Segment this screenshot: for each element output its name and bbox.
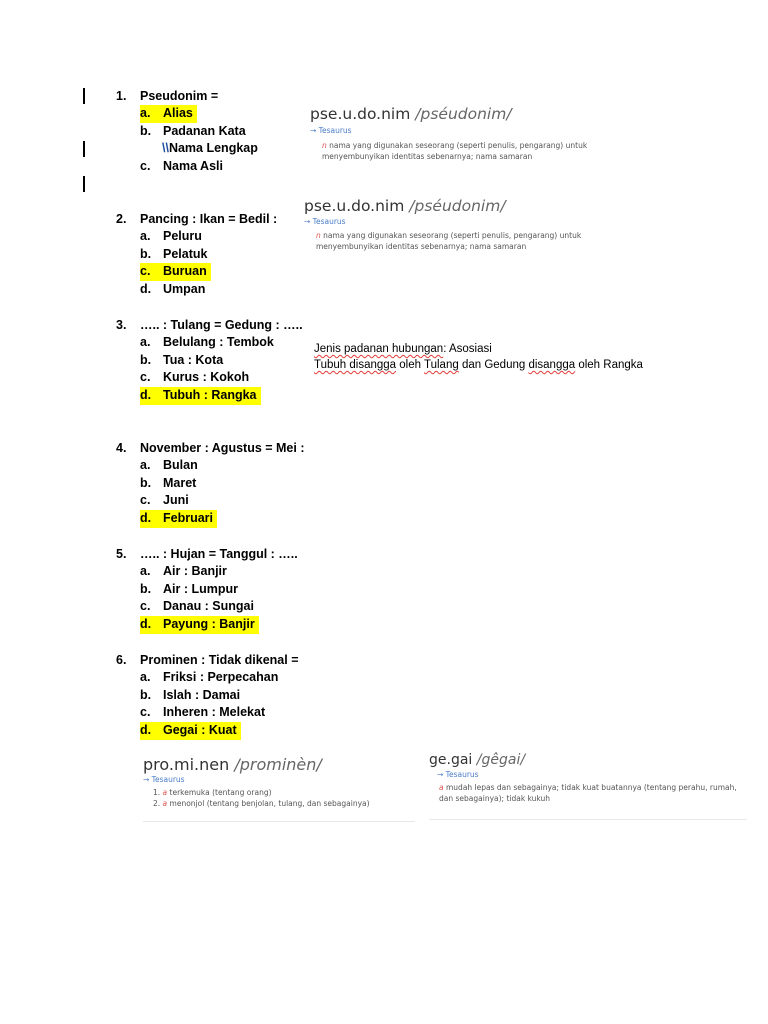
option[interactable]: a. Bulan [140,458,198,472]
thesaurus-link[interactable]: → Tesaurus [304,217,346,226]
dict-definition: mudah lepas dan sebagainya; tidak kuat buatannya (tentang perahu, rumah, dan sebagainya); tidak kukuh [439,783,737,803]
option-answer[interactable]: d. Gegai : Kuat [116,722,299,740]
question-prompt: Pseudonim = [140,89,219,103]
question-prompt: Pancing : Ikan = Bedil : [140,212,278,226]
option[interactable]: b. Padanan Kata [140,123,246,138]
option-answer[interactable]: d. Tubuh : Rangka [116,387,303,405]
dict-definition: nama yang digunakan seseorang (seperti penulis, pengarang) untuk menyembunyikan identitas sebenarnya; nama samaran [316,231,582,251]
option[interactable]: b. Islah : Damai [140,687,241,702]
dict-pronunciation: /prominèn/ [234,755,322,774]
dict-pronunciation: /gêgai/ [476,752,526,768]
part-of-speech: n [322,141,327,150]
option[interactable]: \\Nama Lengkap [162,141,258,156]
option[interactable]: a. Peluru [140,229,202,243]
dictionary-card-gegai [429,751,747,804]
option[interactable]: c. Kurus : Kokoh [140,370,250,385]
dict-sense: 2. a menonjol (tentang benjolan, tulang, dan sebagainya) [153,798,370,808]
option[interactable]: b. Air : Lumpur [140,581,238,596]
thesaurus-link[interactable]: → Tesaurus [310,126,352,135]
part-of-speech: n [316,231,321,240]
question-5 [116,545,298,634]
question-number: 5. [116,547,127,561]
note-term: Jenis padanan hubungan [314,343,444,355]
dict-headword: pse.u.do.nim [310,105,411,123]
dictionary-card-pseudonim [310,104,610,162]
dict-pronunciation: /pséudonim/ [409,197,506,215]
question-4 [116,439,305,528]
backslash-mark: \\ [162,141,169,156]
part-of-speech: a [439,783,444,792]
option[interactable]: c. Nama Asli [140,159,223,174]
margin-mark [83,88,85,104]
question-2 [116,210,277,299]
question-number: 6. [116,653,127,667]
option[interactable]: b. Maret [140,475,197,490]
question-prompt: Prominen : Tidak dikenal = [140,653,299,667]
question-3 [116,316,303,405]
explanation-note: Jenis padanan hubungan: Asosiasi Tubuh disangga oleh Tulang dan Gedung disangga oleh Rangka [314,343,643,371]
option[interactable]: d. Umpan [140,282,206,297]
question-number: 3. [116,318,127,332]
option[interactable]: b. Tua : Kota [140,352,224,367]
question-number: 4. [116,441,127,455]
dict-sense: 1. a terkemuka (tentang orang) [153,788,272,797]
dict-definition: nama yang digunakan seseorang (seperti penulis, pengarang) untuk menyembunyikan identitas sebenarnya; nama samaran [322,141,588,161]
dict-pronunciation: /pséudonim/ [415,105,512,123]
question-prompt: ….. : Hujan = Tanggul : ….. [140,547,298,561]
dictionary-card-prominen [143,754,415,809]
margin-mark [83,141,85,157]
option[interactable]: a. Belulang : Tembok [140,335,274,349]
dict-headword: pse.u.do.nim [304,197,405,215]
option[interactable]: a. Friksi : Perpecahan [140,670,279,684]
thesaurus-link[interactable]: → Tesaurus [437,770,479,779]
card-divider [429,819,747,820]
question-number: 1. [116,89,127,103]
option[interactable]: a. Air : Banjir [140,564,227,578]
option-answer[interactable]: c. Buruan [116,263,277,281]
option-answer[interactable]: d. Payung : Banjir [116,616,298,634]
question-prompt: ….. : Tulang = Gedung : ….. [140,318,303,332]
thesaurus-link[interactable]: → Tesaurus [143,775,185,784]
dictionary-card-pseudonim-duplicate [304,196,606,252]
question-6 [116,651,299,740]
dict-headword: ge.gai [429,752,473,768]
option[interactable]: c. Juni [140,493,189,508]
option[interactable]: c. Inheren : Melekat [140,705,266,720]
dict-headword: pro.mi.nen [143,755,230,774]
option-answer[interactable]: d. Februari [116,510,305,528]
option-answer[interactable]: a. Alias [116,105,258,123]
question-number: 2. [116,212,127,226]
question-prompt: November : Agustus = Mei : [140,441,305,455]
option[interactable]: b. Pelatuk [140,246,208,261]
option[interactable]: c. Danau : Sungai [140,599,254,614]
question-1 [116,87,258,176]
card-divider [143,821,415,822]
margin-mark [83,176,85,192]
